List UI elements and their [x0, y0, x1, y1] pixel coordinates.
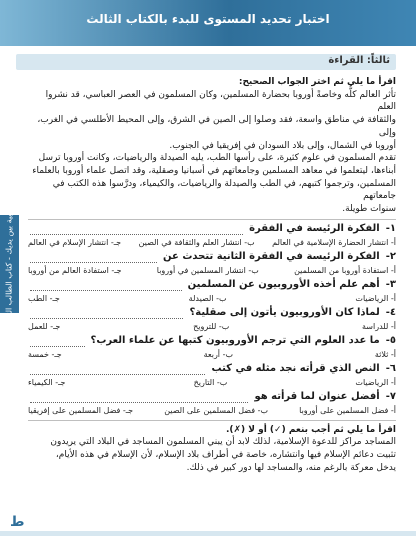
answer-line-4[interactable] — [30, 308, 183, 319]
question-3-text: أهم علم أخذه الأوروبيون عن المسلمين — [187, 278, 380, 290]
question-7-number: ٧- — [385, 390, 396, 402]
question-3-number: ٣- — [385, 278, 396, 290]
question-3-option-c[interactable]: جـ- الطب — [28, 293, 60, 303]
question-7-option-a[interactable]: أ- فضل المسلمين على أوروبا — [299, 405, 396, 415]
question-4-text: لماذا كان الأوروبيون يأتون إلى صقلية؟ — [189, 306, 380, 318]
question-5-option-b[interactable]: ب- أربعة — [203, 349, 233, 359]
question-3 — [28, 279, 396, 305]
passage-instruction: اقرأ ما يلي ثم اختر الجواب الصحيح: — [238, 77, 396, 87]
question-4-number: ٤- — [385, 306, 396, 318]
question-2-option-a[interactable]: أ- استفادة أوروبا من المسلمين — [294, 265, 396, 275]
answer-line-6[interactable] — [30, 364, 205, 375]
part2-line-3: يدخل معركة بالرغم منه، والمساجد لها دور كبير في ذلك. — [186, 462, 396, 473]
question-7-text: أفضل عنوان لما قرأته هو — [254, 390, 380, 402]
question-1-option-c[interactable]: جـ- انتشار الإسلام في العالم — [28, 237, 122, 247]
answer-line-7[interactable] — [30, 392, 248, 403]
question-5-text: ما عدد العلوم التي ترجم الأوروبيون كتبها عن علماء العرب؟ — [90, 334, 380, 346]
passage-line-6: المسلمين، وترجموا كتبهم، في الطب والصيدلة والرياضيات، والكيمياء، ودرَّسوا هذه الكتب في جامعاتهم — [52, 178, 396, 202]
question-6-text: النص الذي قرأته نجد مثله في كتب — [211, 362, 380, 374]
part2-instruction: اقرأ ما يلي ثم أجب بنعم (✓) أو لا (✗). — [225, 424, 396, 435]
part2-line-1: المساجد مراكز للدعوة الإسلامية، لذلك لابد أن يبني المسلمون المساجد في البلاد التي يريدون — [50, 437, 396, 448]
page-title: اختبار تحديد المستوى للبدء بالكتاب الثالث — [86, 12, 330, 26]
answer-line-1[interactable] — [30, 224, 243, 235]
content — [28, 76, 396, 475]
book-side-tab-text: العربية بين يديك - كتاب الطالب الثالث — [5, 200, 14, 328]
question-4 — [28, 307, 396, 333]
question-7-option-b[interactable]: ب- فضل المسلمين على الصين — [164, 405, 268, 415]
question-6-option-c[interactable]: جـ- الكيمياء — [28, 377, 66, 387]
question-4-option-c[interactable]: جـ- للعمل — [28, 321, 61, 331]
question-3-option-b[interactable]: ب- الصيدلة — [188, 293, 227, 303]
question-5 — [28, 335, 396, 361]
question-5-option-a[interactable]: أ- ثلاثة — [374, 349, 396, 359]
question-1 — [28, 223, 396, 249]
question-5-option-c[interactable]: جـ- خمسة — [28, 349, 62, 359]
passage-line-4: تقدم المسلمون في علوم كثيرة، على رأسها الطب، يليه الصيدلة والرياضيات، وكانت أوروبا ترسل — [38, 153, 396, 164]
question-2-option-c[interactable]: جـ- استفادة العالم من أوروبا — [28, 265, 122, 275]
passage-line-2: والثقافة في مناطق واسعة، فقد وصلوا إلى الصين في الشرق، وإلى المحيط الأطلسي في الغرب، وإلى — [37, 115, 396, 138]
question-1-option-a[interactable]: أ- انتشار الحضارة الإسلامية في العالم — [272, 237, 396, 247]
question-6 — [28, 363, 396, 389]
passage-line-3: أوروبا في الشمال، وإلى بلاد السودان في إفريقيا في الجنوب. — [169, 140, 396, 151]
header-banner — [0, 0, 416, 46]
question-7 — [28, 391, 396, 417]
question-4-option-a[interactable]: أ- للدراسة — [361, 321, 396, 331]
section-label: ثالثاً: القراءة — [328, 55, 390, 66]
answer-line-2[interactable] — [30, 252, 157, 263]
question-2-option-b[interactable]: ب- انتشار المسلمين في أوروبا — [156, 265, 259, 275]
question-1-number: ١- — [385, 222, 396, 234]
footer-bar — [0, 531, 416, 536]
answer-line-3[interactable] — [30, 280, 182, 291]
passage-line-7: سنوات طويلة. — [342, 204, 396, 215]
section-bar — [16, 54, 396, 70]
question-6-option-a[interactable]: أ- الرياضيات — [355, 377, 396, 387]
part2-line-2: تثبيت دعائم الإسلام فيها وانتشاره، خاصة في أطراف بلاد الإسلام، لأن الإسلام في هذه الأيام، — [55, 450, 396, 461]
question-1-text: الفكرة الرئيسة في الفقرة — [249, 222, 380, 234]
answer-line-5[interactable] — [30, 336, 85, 347]
separator-2 — [28, 420, 396, 421]
question-6-option-b[interactable]: ب- التاريخ — [193, 377, 228, 387]
separator — [28, 219, 396, 220]
question-5-number: ٥- — [385, 334, 396, 346]
question-4-option-b[interactable]: ب- للترويح — [193, 321, 230, 331]
question-3-option-a[interactable]: أ- الرياضيات — [355, 293, 396, 303]
question-2 — [28, 251, 396, 277]
passage-line-5: أبناءها، ليتعلموا في معاهد المسلمين وجامعاتهم في أسبانيا وصقلية، وقد اتصل علماء أوروبا بالعلماء — [32, 165, 396, 176]
question-2-text: الفكرة الرئيسة في الفقرة الثانية تتحدث عن — [163, 250, 380, 262]
question-2-number: ٢- — [385, 250, 396, 262]
passage-line-1: تأثر العالم كلُّه وخاصةً أوروبا بحضارة المسلمين، وكان المسلمون في العصر العباسي، قد نشروا العلم — [45, 89, 396, 113]
question-1-option-b[interactable]: ب- انتشار العلم والثقافة في الصين — [138, 237, 255, 247]
question-6-number: ٦- — [385, 362, 396, 374]
book-side-tab — [0, 200, 19, 328]
page-mark: ط — [10, 514, 25, 530]
question-7-option-c[interactable]: جـ- فضل المسلمين على إفريقيا — [28, 405, 134, 415]
